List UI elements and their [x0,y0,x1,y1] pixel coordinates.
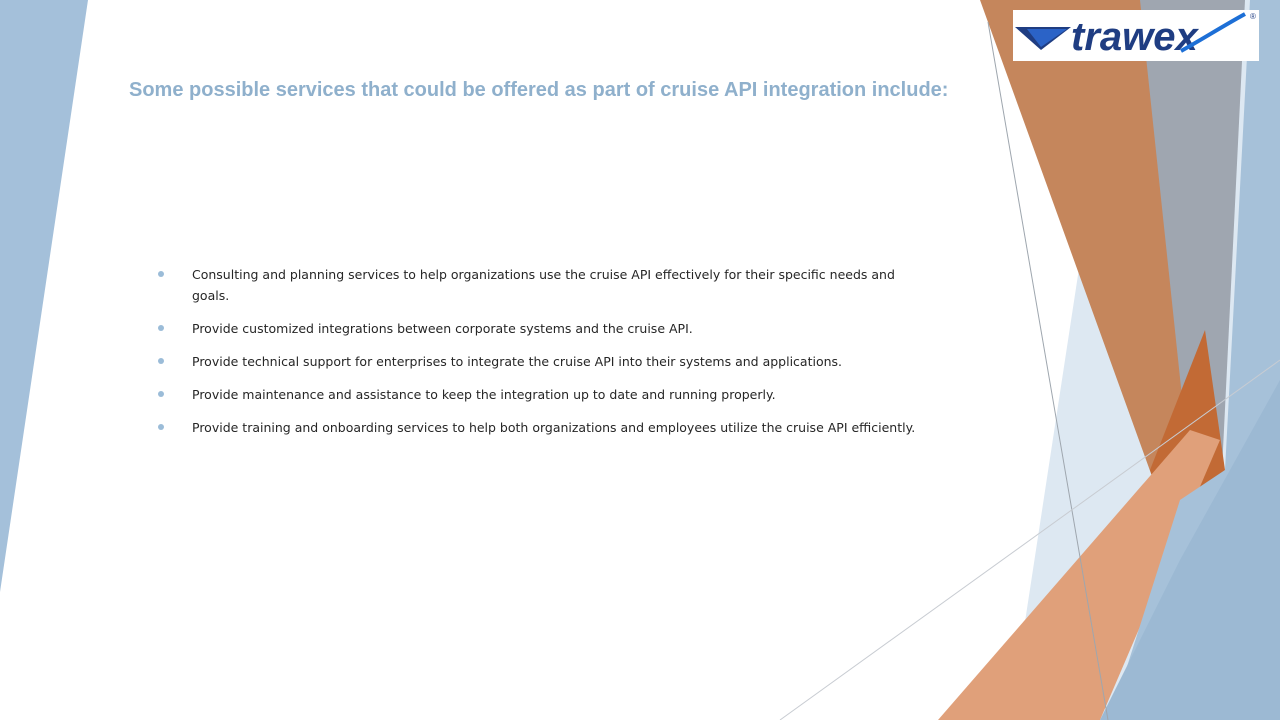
bullet-text: Provide technical support for enterprises to integrate the cruise API into their systems and applications. [192,354,843,369]
bullet-dot-icon [158,424,164,430]
trawex-logo [1013,10,1259,61]
bullet-text: Provide training and onboarding services to help both organizations and employees utilize the cruise API efficiently. [192,420,916,435]
bullet-text: Provide customized integrations between corporate systems and the cruise API. [192,321,693,336]
logo-wordmark: trawex [1071,15,1198,59]
bullet-item [158,264,928,306]
bullet-text: Consulting and planning services to help organizations use the cruise API effectively for their specific needs and goals. [192,267,895,303]
bullet-list [158,264,928,450]
bullet-dot-icon [158,391,164,397]
slide-title: Some possible services that could be offered as part of cruise API integration include: [129,79,949,101]
bullet-item [158,384,928,405]
bullet-dot-icon [158,325,164,331]
logo-registered-mark: ® [1250,12,1256,21]
bullet-dot-icon [158,358,164,364]
bullet-dot-icon [158,271,164,277]
left-blue-stripe [0,0,88,592]
bullet-item [158,318,928,339]
bullet-item [158,417,928,438]
bullet-item [158,351,928,372]
bullet-text: Provide maintenance and assistance to keep the integration up to date and running properly. [192,387,776,402]
